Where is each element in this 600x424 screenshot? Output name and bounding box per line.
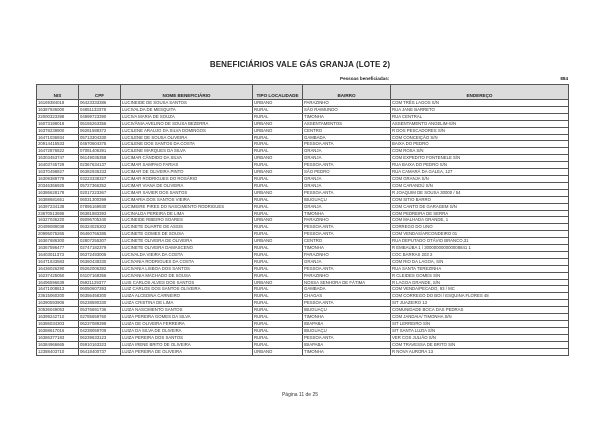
cell-nis: 16399242710 [37, 314, 79, 321]
cell-nome: LUCIMAR CÂNDIDO DA SILVA [121, 155, 253, 162]
table-row [37, 189, 569, 196]
table-row [37, 265, 569, 272]
cell-nis: 16378238900 [37, 127, 79, 134]
cell-cpf: 07895169930 [79, 203, 121, 210]
column-header-bairro: BAIRRO [303, 85, 391, 100]
cell-nome: LUCINALDA PEREIRA DE LIMA [121, 210, 253, 217]
cell-nome: LUIZA PEREIRA DOS SANTOS [121, 334, 253, 341]
cell-tipo-localidade: RURAL [253, 245, 303, 252]
cell-endereco: COM VENDA/PECADO, 93 / MC [391, 286, 569, 293]
cell-bairro: ASSENTAMENTOS [303, 120, 391, 127]
cell-endereco: COM TRAVESSA DE BRITO S/N [391, 341, 569, 348]
table-row [37, 286, 569, 293]
cell-nome: LUCIVANIA RODRIGUES DA COSTA [121, 258, 253, 265]
cell-tipo-localidade: RURAL [253, 203, 303, 210]
cell-endereco: COM CANTO DE GARAGEM S/N [391, 203, 569, 210]
cell-cpf: 05713304330 [79, 134, 121, 141]
table-row [37, 203, 569, 210]
cell-endereco: RUA BAIXA DO PEDRO S/N [391, 162, 569, 169]
cell-tipo-localidade: URBANO [253, 120, 303, 127]
cell-bairro: PESSOA ANTA [303, 265, 391, 272]
cell-bairro: PESSOA ANTA [303, 334, 391, 341]
cell-nis: 16237425050 [37, 272, 79, 279]
cell-nome: LUCIMAR DE OLIVEIRA PINTO [121, 169, 253, 176]
cell-tipo-localidade: RURAL [253, 251, 303, 258]
cell-nis: 20346366925 [37, 182, 79, 189]
cell-cpf: 06381883393 [79, 210, 121, 217]
cell-endereco: BAIXA DO PEDRO [391, 141, 569, 148]
table-row [37, 348, 569, 355]
cell-cpf: 04999723390 [79, 113, 121, 120]
cell-nis: 16169384018 [37, 100, 79, 107]
table-row [37, 258, 569, 265]
cell-tipo-localidade: RURAL [253, 293, 303, 300]
cell-endereco: RUA JANE BARRETO [391, 106, 569, 113]
cell-tipo-localidade: RURAL [253, 148, 303, 155]
cell-endereco: SIT LERREIRO S/N [391, 321, 569, 328]
cell-cpf: 06372493005 [79, 251, 121, 258]
cell-endereco: RUA DEPUTADO OTÁVIO BRANCO,31 [391, 238, 569, 245]
cell-endereco: COM SITIO BARRO [391, 196, 569, 203]
cell-tipo-localidade: RURAL [253, 210, 303, 217]
cell-endereco: R NOVA AURORA 13 [391, 348, 569, 355]
cell-tipo-localidade: RURAL [253, 300, 303, 307]
cell-cpf: 02367634137 [79, 162, 121, 169]
cell-tipo-localidade: RURAL [253, 334, 303, 341]
cell-cpf: 06237089399 [79, 321, 121, 328]
table-row [37, 307, 569, 314]
cell-nis: 16303453747 [37, 155, 79, 162]
cell-nome: LUCINETE OLIVEIRA DAMASCENO [121, 245, 253, 252]
cell-nis: 16397234138 [37, 203, 79, 210]
cell-cpf: 06050607393 [79, 286, 121, 293]
cell-tipo-localidade: RURAL [253, 321, 303, 328]
cell-nome: LUIZA IRENE BRITO DE OLIVEIRA [121, 341, 253, 348]
cell-tipo-localidade: RURAL [253, 307, 303, 314]
cell-bairro: IBUGUAÇU [303, 327, 391, 334]
cell-endereco: SIT SANTA LUZIA S/N [391, 327, 569, 334]
cell-endereco: COMUNIDADE BOCA DAS PEDRAS [391, 307, 569, 314]
cell-nis: 16367596477 [37, 245, 79, 252]
cell-endereco: R LAGOA GRANDE, S/N [391, 279, 569, 286]
cell-bairro: PARAZINHO [303, 100, 391, 107]
cell-nis: 16496596639 [37, 279, 79, 286]
cell-cpf: 06239633123 [79, 334, 121, 341]
cell-tipo-localidade: RURAL [253, 175, 303, 182]
cell-nis: 20499089038 [37, 224, 79, 231]
cell-endereco: COM TRÊS LAGOS S/N [391, 100, 569, 107]
cell-tipo-localidade: RURAL [253, 272, 303, 279]
cell-endereco: COM CARANDÚ S/N [391, 182, 569, 189]
cell-tipo-localidade: RURAL [253, 265, 303, 272]
cell-cpf: 04851133378 [79, 106, 121, 113]
cell-nis: 16403011373 [37, 251, 79, 258]
column-header-cpf: CPF [79, 85, 121, 100]
table-row [37, 314, 569, 321]
cell-tipo-localidade: URBANO [253, 279, 303, 286]
cell-bairro: TIMONHA [303, 314, 391, 321]
cell-endereco: COM EXPEDITO FONTENELE S/N [391, 155, 569, 162]
cell-bairro: PESSOA ANTA [303, 189, 391, 196]
cell-bairro: IBUGUAÇU [303, 196, 391, 203]
cell-nome: LUCINEIDE DE SOUSA SANTOS [121, 100, 253, 107]
table-row [37, 106, 569, 113]
cell-nome: LUCINETE OLIVEIRA DE OLIVEIRA [121, 238, 253, 245]
cell-nis: 16388681651 [37, 196, 79, 203]
table-row [37, 175, 569, 182]
table-body [37, 100, 569, 356]
cell-cpf: 02747182379 [79, 245, 121, 252]
beneficiary-count-row [36, 76, 568, 84]
cell-bairro: PARAZINHO [303, 272, 391, 279]
cell-cpf: 07081406391 [79, 148, 121, 155]
cell-bairro: PARAZINHO [303, 251, 391, 258]
cell-cpf: 02785659760 [79, 314, 121, 321]
cell-nome: LUCIVANIA MACHADO DE SOUSA [121, 272, 253, 279]
table-row [37, 217, 569, 224]
cell-nome: LUCIVA MARIA DE SOUZA [121, 113, 253, 120]
cell-nome: LUCIVÂNIA AVELINO DE SOUSA BEZERRA [121, 120, 253, 127]
cell-bairro: GRANJA [303, 203, 391, 210]
cell-cpf: 06382936333 [79, 169, 121, 176]
cell-endereco: COC BARRAS 203 2 [391, 251, 569, 258]
cell-endereco: VER COS JULIÃO S/N [391, 334, 569, 341]
cell-tipo-localidade: RURAL [253, 134, 303, 141]
cell-nis: 16403745729 [37, 162, 79, 169]
cell-tipo-localidade: URBANO [253, 127, 303, 134]
cell-bairro: PARAZINHO [303, 217, 391, 224]
cell-nis: 16471036934 [37, 134, 79, 141]
cell-tipo-localidade: RURAL [253, 196, 303, 203]
cell-cpf: 06149035358 [79, 155, 121, 162]
cell-nome: LUCIMAR XAVIER DOS SANTOS [121, 189, 253, 196]
cell-nis: 16471008813 [37, 286, 79, 293]
column-header-nis: NIS [37, 85, 79, 100]
cell-cpf: 04238059709 [79, 327, 121, 334]
cell-cpf: 06460766385 [79, 231, 121, 238]
cell-cpf: 05910163323 [79, 341, 121, 348]
cell-nome: LUCIMAR RODRIGUES DO ROSÁRIO [121, 175, 253, 182]
cell-nome: LUCILENE DE SOUSA OLIVEIRA [121, 134, 253, 141]
cell-tipo-localidade: RURAL [253, 231, 303, 238]
cell-cpf: 04670604375 [79, 141, 121, 148]
cell-nome: LUCINEIDE RIBEIRO SOARES [121, 217, 253, 224]
table-row [37, 231, 569, 238]
cell-nis: 12388403710 [37, 348, 79, 355]
cell-nome: LUIZA DA SILVA DE OLIVEIRA [121, 327, 253, 334]
cell-bairro: CENTRO [303, 127, 391, 134]
table-row [37, 148, 569, 155]
cell-bairro: PESSOA ANTA [303, 224, 391, 231]
cell-nis: 16390593906 [37, 300, 79, 307]
cell-endereco: COM JANDAIA/ TIMONHA S/N [391, 314, 569, 321]
cell-nome: LUCILENE DOS SANTOS DA COSTA [121, 141, 253, 148]
cell-bairro: PESSOA ANTA [303, 231, 391, 238]
cell-tipo-localidade: RURAL [253, 113, 303, 120]
cell-cpf: 05727366352 [79, 182, 121, 189]
cell-nis: 23670513595 [37, 210, 79, 217]
table-row [37, 251, 569, 258]
cell-endereco: COM PEDREIRA DE SERRA [391, 210, 569, 217]
cell-nis: 22000323398 [37, 113, 79, 120]
cell-tipo-localidade: URBANO [253, 217, 303, 224]
cell-nome: LUIZA PEREIRA DE OLIVEIRA [121, 348, 253, 355]
beneficiary-count-label: Pessoas beneficiadas: [340, 76, 390, 81]
cell-tipo-localidade: RURAL [253, 106, 303, 113]
cell-nome: LUCIMAR VIANA DE OLIVEIRA [121, 182, 253, 189]
cell-endereco: CORREGO DO UNO [391, 224, 569, 231]
cell-bairro: GRANJA [303, 155, 391, 162]
cell-bairro: GRANJA [303, 148, 391, 155]
cell-nome: LUCIVANIA LISBOA DOS SANTOS [121, 265, 253, 272]
table-row [37, 300, 569, 307]
cell-nis: 16327036220 [37, 217, 79, 224]
column-header-tipo-localidade: TIPO LOCALIDADE [253, 85, 303, 100]
cell-nis: 16309389778 [37, 175, 79, 182]
cell-endereco: COM MALHADA GRANDE, 1 [391, 217, 569, 224]
cell-cpf: 02017223367 [79, 189, 121, 196]
table-row [37, 196, 569, 203]
cell-bairro: SÃO PEDRO [303, 169, 391, 176]
table-row [37, 238, 569, 245]
cell-nome: LUCIMEIRE PIRES DO NASCIMENTO RODRIGUES [121, 203, 253, 210]
table-row [37, 210, 569, 217]
cell-nis: 16367686300 [37, 238, 79, 245]
cell-nome: LUCIVALDA DE MESQUITA [121, 106, 253, 113]
cell-nis: 16436026290 [37, 265, 79, 272]
cell-nis: 16386377183 [37, 334, 79, 341]
cell-nome: LUIZ CARLOS DOS SANTOS OLIVEIRA [121, 286, 253, 293]
cell-bairro: TIMONHA [303, 348, 391, 355]
cell-tipo-localidade: URBANO [253, 169, 303, 176]
cell-tipo-localidade: RURAL [253, 314, 303, 321]
cell-bairro: CENTRO [303, 238, 391, 245]
table-row [37, 334, 569, 341]
table-row [37, 245, 569, 252]
cell-nis: 20536049053 [37, 307, 79, 314]
cell-cpf: 05238590330 [79, 300, 121, 307]
table-row [37, 279, 569, 286]
column-header-endereco: ENDEREÇO [391, 85, 569, 100]
cell-nome: LUIZA DE OLIVEIRA FERREIRA [121, 321, 253, 328]
cell-tipo-localidade: RURAL [253, 182, 303, 189]
cell-endereco: RUA CENTRAL [391, 113, 569, 120]
table-row [37, 224, 569, 231]
cell-tipo-localidade: URBANO [253, 100, 303, 107]
cell-nis: 16370498827 [37, 169, 79, 176]
cell-nis: 16471633583 [37, 258, 79, 265]
cell-tipo-localidade: URBANO [253, 155, 303, 162]
cell-nis: 16386034303 [37, 321, 79, 328]
table-row [37, 120, 569, 127]
cell-endereco: RUA CAMARÁ DA GALEA, 127 [391, 169, 569, 176]
cell-cpf: 02807255307 [79, 238, 121, 245]
beneficiaries-table [36, 84, 569, 356]
cell-endereco: COM VENDAS/ARCONDEIRO 01 [391, 231, 569, 238]
cell-endereco: R CLEIDES GOMES S/N [391, 272, 569, 279]
cell-bairro: TIMONHA [303, 245, 391, 252]
cell-bairro: TIMONHA [303, 210, 391, 217]
cell-nome: LUCINETE DUARTE DE ASSIS [121, 224, 253, 231]
column-header-nome: NOME BENEFICIÁRIO [121, 85, 253, 100]
cell-cpf: 05921129377 [79, 279, 121, 286]
cell-nome: LUCIMAR SAMPAIO FARIAS [121, 162, 253, 169]
cell-tipo-localidade: URBANO [253, 189, 303, 196]
cell-endereco: COM CONCEIÇÃO S/N [391, 134, 569, 141]
cell-cpf: 06418400737 [79, 348, 121, 355]
cell-nis: 20995075265 [37, 231, 79, 238]
cell-endereco: R JOAQUIM DE SOUSA 30000 / 54 [391, 189, 569, 196]
cell-bairro: IBIAPABA [303, 341, 391, 348]
cell-cpf: 06356458300 [79, 293, 121, 300]
table-row [37, 272, 569, 279]
cell-endereco: COM CORREGO DO BOI / ESQUINA FLORES 48 [391, 293, 569, 300]
cell-nome: LUCINETE GOMES DE SOUSA [121, 231, 253, 238]
cell-bairro: GRANJA [303, 182, 391, 189]
cell-endereco: ASSENTAMENTO ANGELIM-S/N [391, 120, 569, 127]
table-row [37, 134, 569, 141]
cell-nome: LUIZA ALCEDINA CARNEIRO [121, 293, 253, 300]
table-row [37, 162, 569, 169]
document-title: BENEFICIÁRIOS VALE GÁS GRANJA (LOTE 2) [209, 60, 391, 69]
table-row [37, 327, 569, 334]
cell-tipo-localidade: RURAL [253, 341, 303, 348]
cell-bairro: GRANJA [303, 175, 391, 182]
table-header-row [37, 85, 569, 100]
table-row [37, 141, 569, 148]
cell-endereco: COM RIO DA LAGOA, S/N [391, 258, 569, 265]
cell-tipo-localidade: URBANO [253, 238, 303, 245]
cell-nome: LUIS CARLOS ALVES DOS SANTOS [121, 279, 253, 286]
table-row [37, 155, 569, 162]
cell-nis: 16384966665 [37, 341, 79, 348]
cell-nis: 20914415533 [37, 141, 79, 148]
cell-tipo-localidade: RURAL [253, 327, 303, 334]
cell-tipo-localidade: URBANO [253, 348, 303, 355]
cell-nis: 23615060200 [37, 293, 79, 300]
cell-cpf: 06281588372 [79, 127, 121, 134]
table-row [37, 293, 569, 300]
cell-cpf: 05096705340 [79, 217, 121, 224]
cell-tipo-localidade: RURAL [253, 162, 303, 169]
cell-tipo-localidade: RURAL [253, 286, 303, 293]
cell-endereco: R DOS PESCADORES S/N [391, 127, 569, 134]
cell-cpf: 06423333386 [79, 100, 121, 107]
cell-nome: LUCIVALDA VIEIRA DA COSTA [121, 251, 253, 258]
table-row [37, 113, 569, 120]
cell-bairro: PESSOA ANTA [303, 300, 391, 307]
cell-nis: 16073198018 [37, 120, 79, 127]
cell-endereco: COM GRANJA S/N [391, 175, 569, 182]
cell-cpf: 05262006382 [79, 265, 121, 272]
cell-nome: LUCILENE MARQUES DA SILVA [121, 148, 253, 155]
cell-bairro: PESSOA ANTA [303, 162, 391, 169]
cell-nome: LUIZA PEREIRA GOMES DA SILVA [121, 314, 253, 321]
cell-bairro: NOSSA SENHORA DE FÁTIMA [303, 279, 391, 286]
cell-tipo-localidade: RURAL [253, 141, 303, 148]
cell-bairro: GRANJA [303, 258, 391, 265]
cell-endereco: R EMBAÚBA 1 / 300000000000008841 1 [391, 245, 569, 252]
cell-nome: LUCIMARIA DOS SANTOS VIEIRA [121, 196, 253, 203]
cell-bairro: SÃO RAIMUNDO [303, 106, 391, 113]
table-row [37, 182, 569, 189]
cell-nis: 16386628178 [37, 189, 79, 196]
table-row [37, 341, 569, 348]
cell-bairro: IBIAPABA [303, 321, 391, 328]
cell-bairro: IBUGUAÇU [303, 307, 391, 314]
cell-endereco: COM ROSA S/N [391, 148, 569, 155]
cell-nome: LUIZA NASCIMENTO SANTOS [121, 307, 253, 314]
cell-cpf: 03223338327 [79, 175, 121, 182]
cell-nome: LUIZA CRISTINA DE LIMA [121, 300, 253, 307]
cell-cpf: 04107168356 [79, 272, 121, 279]
table-row [37, 127, 569, 134]
cell-bairro: PESSOA ANTA [303, 141, 391, 148]
cell-tipo-localidade: RURAL [253, 224, 303, 231]
cell-endereco: SIT JUAZEIRO 13 [391, 300, 569, 307]
cell-cpf: 05155263356 [79, 120, 121, 127]
cell-cpf: 06324026302 [79, 224, 121, 231]
cell-nis: 16387936000 [37, 106, 79, 113]
cell-nis: 16472876822 [37, 148, 79, 155]
cell-bairro: TIMONHA [303, 113, 391, 120]
cell-tipo-localidade: RURAL [253, 258, 303, 265]
cell-bairro: GAMBADA [303, 134, 391, 141]
cell-nis: 16388617016 [37, 327, 79, 334]
cell-nome: LUCILENE ARAUJO DA SILVA DOMINGOS [121, 127, 253, 134]
table-row [37, 100, 569, 107]
cell-endereco: RUA SANTA TEREZINHA [391, 265, 569, 272]
table-row [37, 169, 569, 176]
cell-cpf: 06360438330 [79, 258, 121, 265]
beneficiary-count-value: 884 [560, 76, 568, 81]
cell-bairro: GAMBADA [303, 286, 391, 293]
cell-cpf: 05376691736 [79, 307, 121, 314]
table-row [37, 321, 569, 328]
page-footer: Página 11 de 25 [281, 392, 319, 398]
cell-bairro: CHAGAS [303, 293, 391, 300]
cell-cpf: 06031300399 [79, 196, 121, 203]
